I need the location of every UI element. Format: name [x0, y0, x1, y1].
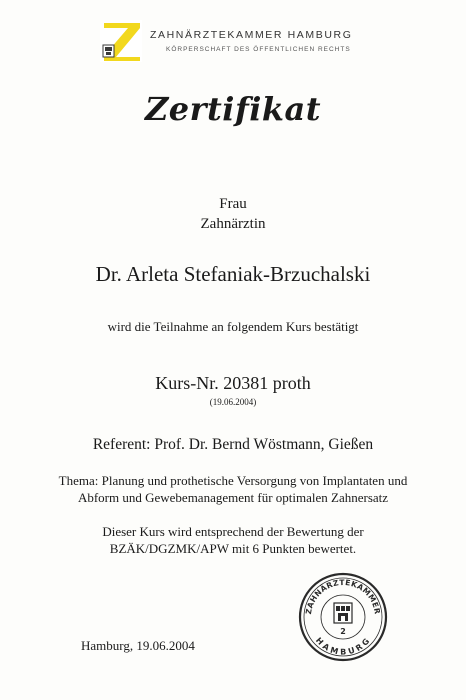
recipient-name: Dr. Arleta Stefaniak-Brzuchalski	[95, 262, 371, 286]
seal-number: 2	[340, 627, 346, 636]
topic-line-2: Abform und Gewebemanagement für optimalen Zahnersatz	[77, 490, 389, 505]
confirmation-text: wird die Teilnahme an folgendem Kurs bestätigt	[107, 319, 359, 334]
seal-bottom-text: HAMBURG	[313, 635, 373, 657]
z-logo-icon	[100, 20, 142, 62]
course-date: (19.06.2004)	[209, 397, 257, 407]
points-line-1: Dieser Kurs wird entsprechend der Bewertung der	[102, 524, 364, 539]
salutation: Frau	[219, 196, 247, 212]
organization-name: ZAHNÄRZTEKAMMER HAMBURG	[150, 29, 353, 41]
place-and-date: Hamburg, 19.06.2004	[81, 638, 195, 653]
certificate-title: Zertifikat	[144, 90, 322, 128]
course-number: Kurs-Nr. 20381 proth	[155, 373, 311, 393]
organization-subtitle: KÖRPERSCHAFT DES ÖFFENTLICHEN RECHTS	[166, 46, 351, 53]
topic-line-1: Thema: Planung und prothetische Versorgung von Implantaten und	[58, 473, 408, 488]
seal-top-text: ZAHNÄRZTEKAMMER	[304, 577, 382, 615]
profession: Zahnärztin	[200, 216, 266, 232]
speaker-line: Referent: Prof. Dr. Bernd Wöstmann, Gießen	[92, 436, 374, 453]
official-seal-icon	[297, 571, 389, 663]
points-line-2: BZÄK/DGZMK/APW mit 6 Punkten bewertet.	[109, 541, 357, 556]
